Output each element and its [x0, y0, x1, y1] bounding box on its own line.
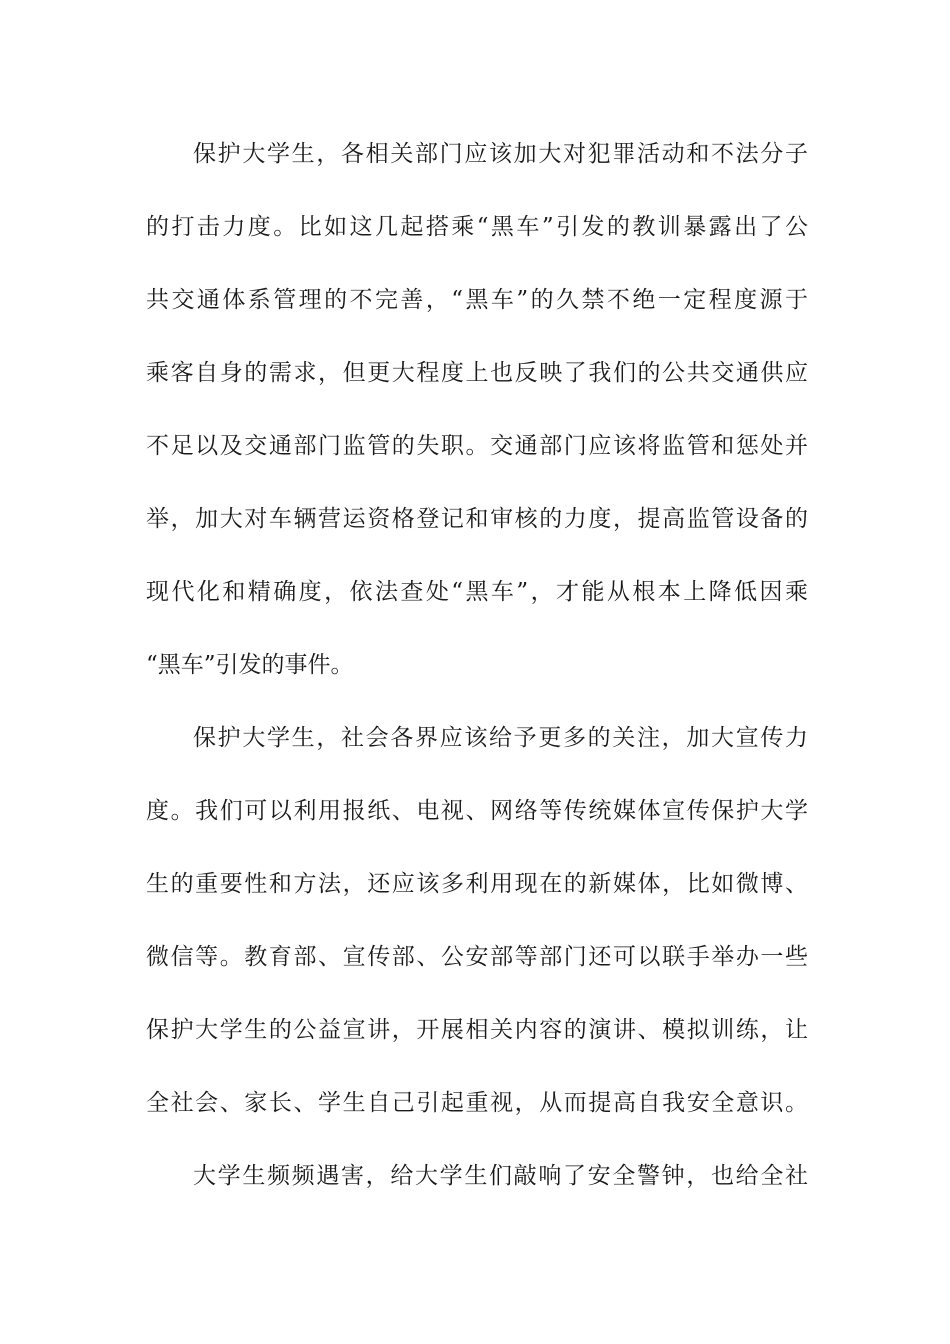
text-line: 大学生频频遇害，给大学生们敲响了安全警钟，也给全社 [193, 1163, 808, 1189]
text-line: 度。我们可以利用报纸、电视、网络等传统媒体宣传保护大学 [146, 798, 808, 824]
text-line: 生的重要性和方法，还应该多利用现在的新媒体，比如微博、 [146, 871, 808, 897]
text-line: 举，加大对车辆营运资格登记和审核的力度，提高监管设备的 [146, 506, 808, 532]
text-line: 全社会、家长、学生自己引起重视，从而提高自我安全意识。 [146, 1090, 808, 1116]
text-line: 乘客自身的需求，但更大程度上也反映了我们的公共交通供应 [146, 360, 808, 386]
text-line: 微信等。教育部、宣传部、公安部等部门还可以联手举办一些 [146, 944, 808, 970]
text-line: 保护大学生的公益宣讲，开展相关内容的演讲、模拟训练，让 [146, 1017, 808, 1043]
text-line: 共交通体系管理的不完善，“黑车”的久禁不绝一定程度源于 [146, 287, 808, 313]
text-line: “黑车”引发的事件。 [146, 652, 354, 678]
text-line: 现代化和精确度，依法查处“黑车”，才能从根本上降低因乘 [146, 579, 808, 605]
text-line: 保护大学生，各相关部门应该加大对犯罪活动和不法分子 [193, 141, 808, 167]
text-line: 不足以及交通部门监管的失职。交通部门应该将监管和惩处并 [146, 433, 808, 459]
text-line: 的打击力度。比如这几起搭乘“黑车”引发的教训暴露出了公 [146, 214, 808, 240]
text-line: 保护大学生，社会各界应该给予更多的关注，加大宣传力 [193, 725, 808, 751]
